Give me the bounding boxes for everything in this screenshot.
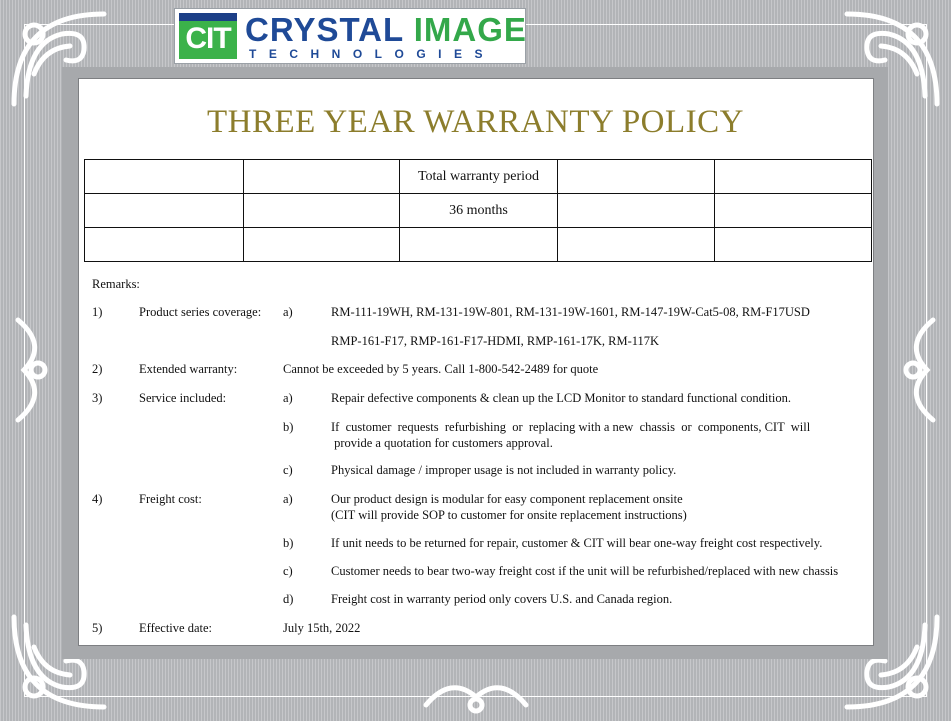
remark-sub-letter: a) — [283, 305, 293, 319]
bottom-center-ornament-icon — [421, 675, 531, 715]
table-cell — [244, 160, 400, 194]
table-cell — [85, 160, 244, 194]
remark-sub-letter: b) — [283, 536, 294, 550]
remark-label: Freight cost: — [139, 492, 202, 506]
logo-mark: CIT — [179, 13, 237, 59]
remark-number: 4) — [92, 492, 103, 506]
remark-number: 2) — [92, 362, 103, 376]
remark-sub-letter: a) — [283, 492, 293, 506]
table-cell — [558, 160, 715, 194]
table-cell — [244, 194, 400, 228]
table-cell — [85, 228, 244, 262]
remark-text-line: Customer needs to bear two-way freight cost if the unit will be refurbished/replaced with new chassis — [331, 564, 839, 578]
logo-subtitle: TECHNOLOGIES — [249, 47, 496, 61]
remark-sub-letter: c) — [283, 564, 293, 578]
table-row — [85, 194, 872, 228]
warranty-table — [84, 159, 872, 262]
remark-text-line: provide a quotation for customers approval. — [331, 436, 553, 450]
remark-text-line: If unit needs to be returned for repair, customer & CIT will bear one-way freight cost respectively. — [331, 536, 823, 550]
remark-label: Extended warranty: — [139, 362, 238, 376]
remark-text-line: Freight cost in warranty period only covers U.S. and Canada region. — [331, 592, 673, 606]
table-cell: 36 months — [400, 194, 558, 228]
left-side-ornament-icon — [8, 315, 58, 425]
remark-number: 1) — [92, 305, 103, 319]
remark-text-line: If customer requests refurbishing or replacing with a new chassis or components, CIT will — [331, 420, 811, 434]
table-cell — [244, 228, 400, 262]
remark-text-line: RM-111-19WH, RM-131-19W-801, RM-131-19W-1601, RM-147-19W-Cat5-08, RM-F17USD — [331, 305, 810, 319]
remarks-heading: Remarks: — [92, 277, 140, 291]
table-cell — [558, 194, 715, 228]
logo-name-image: IMAGE — [413, 11, 527, 48]
right-side-ornament-icon — [893, 315, 943, 425]
table-cell — [558, 228, 715, 262]
remark-text-line: RMP-161-F17, RMP-161-F17-HDMI, RMP-161-17K, RM-117K — [331, 334, 660, 348]
remark-text-line: Our product design is modular for easy component replacement onsite — [331, 492, 683, 506]
page-title: THREE YEAR WARRANTY POLICY — [206, 104, 745, 140]
remark-number: 5) — [92, 621, 103, 635]
table-cell — [400, 228, 558, 262]
remark-sub-letter: d) — [283, 592, 294, 606]
logo-name-crystal: CRYSTAL — [245, 11, 414, 48]
remark-sub-letter: a) — [283, 391, 293, 405]
remark-number: 3) — [92, 391, 103, 405]
table-cell — [715, 194, 872, 228]
table-cell — [85, 194, 244, 228]
remark-text-line: July 15th, 2022 — [283, 621, 361, 635]
company-logo — [174, 8, 526, 64]
table-cell — [715, 160, 872, 194]
table-cell: Total warranty period — [400, 160, 558, 194]
logo-name — [245, 11, 527, 49]
remark-label: Effective date: — [139, 621, 212, 635]
remark-sub-letter: c) — [283, 463, 293, 477]
remark-text-line: Physical damage / improper usage is not included in warranty policy. — [331, 463, 677, 477]
remark-text-line: Repair defective components & clean up the LCD Monitor to standard functional condition. — [331, 391, 791, 405]
table-row — [85, 228, 872, 262]
remark-sub-letter: b) — [283, 420, 294, 434]
table-cell — [715, 228, 872, 262]
remark-label: Product series coverage: — [139, 305, 262, 319]
remark-text-line: (CIT will provide SOP to customer for onsite replacement instructions) — [331, 508, 687, 522]
table-row — [85, 160, 872, 194]
remark-label: Service included: — [139, 391, 227, 405]
remark-text-line: Cannot be exceeded by 5 years. Call 1-800-542-2489 for quote — [283, 362, 599, 376]
